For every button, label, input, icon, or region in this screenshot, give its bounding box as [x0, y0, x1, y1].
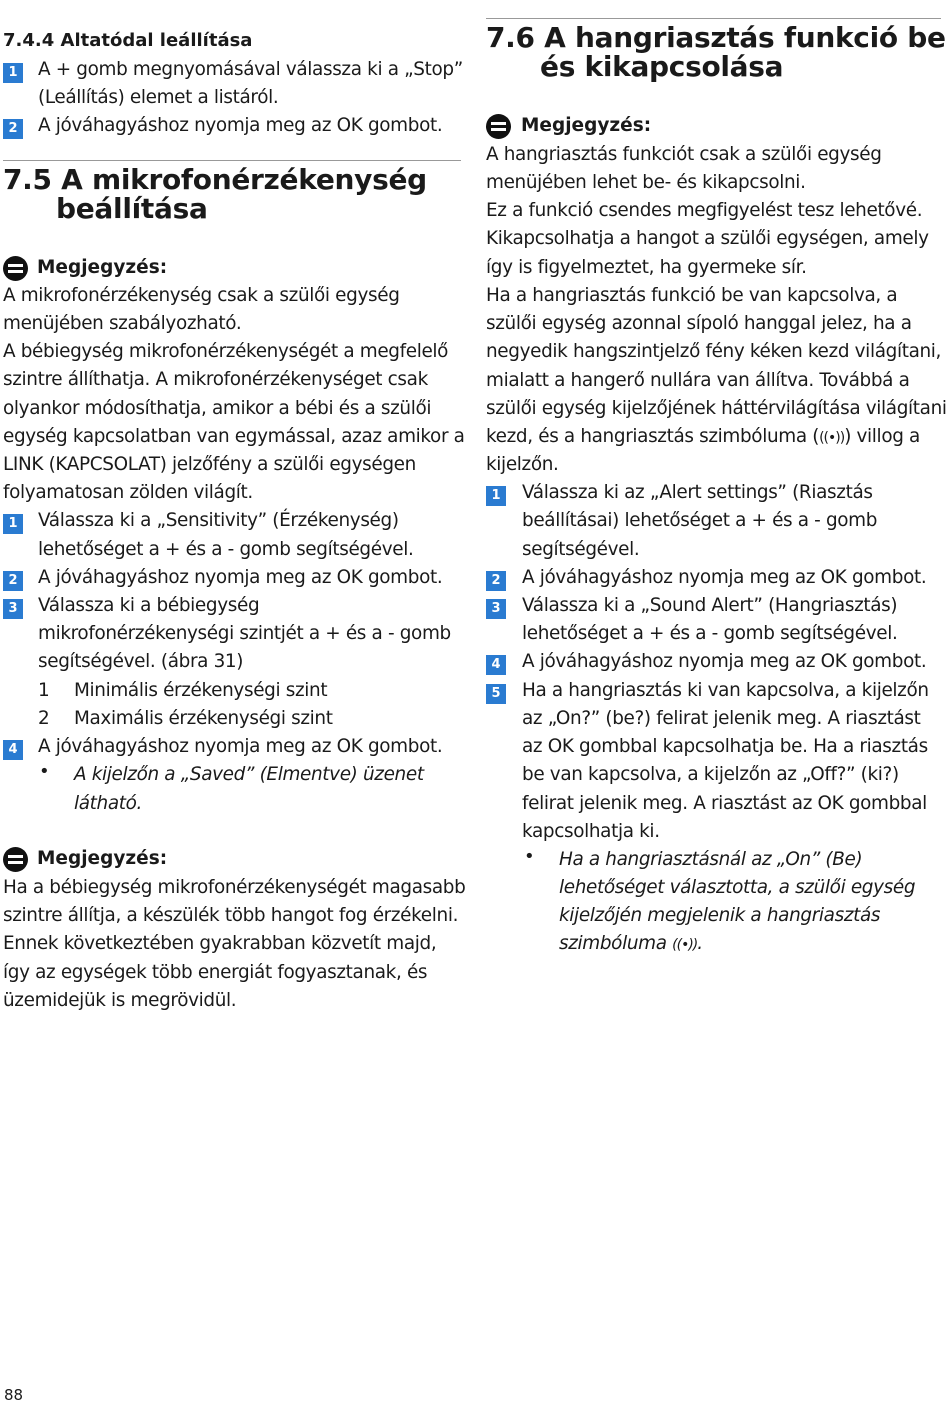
step-text: kapcsolhatja ki. [522, 821, 660, 842]
step-text: (Leállítás) elemet a listáról. [38, 87, 279, 108]
note-line: kezd, és a hangriasztás szimbóluma (((•))) villog a [486, 423, 920, 452]
step-text: A jóváhagyáshoz nyomja meg az OK gombot. [522, 567, 927, 588]
step-number-1: 1 [3, 514, 23, 534]
note-label: Megjegyzés: [521, 115, 652, 136]
step-number-2: 2 [486, 571, 506, 591]
step-text: A + gomb megnyomásával válassza ki a „Stop” [38, 59, 463, 80]
bullet-dot: • [39, 761, 50, 782]
note-icon [3, 847, 28, 872]
step-text: be van kapcsolva, a kijelzőn az „Off?” (ki?) [522, 764, 899, 785]
note-line: szintre állíthatja. A mikrofonérzékenységet csak [3, 369, 428, 390]
note-line: üzemidejük is megrövidül. [3, 990, 237, 1011]
bullet-text: kijelzőjén megjelenik a hangriasztás [559, 905, 881, 926]
section-divider [3, 160, 461, 161]
note-line: egység kapcsolatban van egymással, azaz amikor a [3, 426, 465, 447]
step-text: felirat jelenik meg. A riasztást az OK gombbal [522, 793, 927, 814]
step-text: lehetőséget a + és a - gomb segítségével. [38, 539, 414, 560]
page-number: 88 [4, 1386, 24, 1404]
step-number-3: 3 [486, 599, 506, 619]
note-line: A hangriasztás funkciót csak a szülői egység [486, 144, 882, 165]
step-number-5: 5 [486, 684, 506, 704]
step-number-2: 2 [3, 119, 23, 139]
step-text: A jóváhagyáshoz nyomja meg az OK gombot. [38, 567, 443, 588]
bullet-text: A kijelzőn a „Saved” (Elmentve) üzenet [74, 764, 424, 785]
level-number: 1 [38, 680, 50, 701]
note-line: Ha a bébiegység mikrofonérzékenységét magasabb [3, 877, 466, 898]
note-line: szülői egység azonnal sípoló hanggal jelez, ha a [486, 313, 912, 334]
note-line: mialatt a hangerő nullára van állítva. Továbbá a [486, 370, 910, 391]
note-line: szintre állítja, a készülék több hangot fog érzékelni. [3, 905, 459, 926]
step-text: Válassza ki a „Sound Alert” (Hangriasztás) [522, 595, 898, 616]
step-text: az „On?” (be?) felirat jelenik meg. A riasztást [522, 708, 921, 729]
note-line: menüjében lehet be- és kikapcsolni. [486, 172, 806, 193]
bullet-dot: • [524, 846, 535, 867]
note-line: Ha a hangriasztás funkció be van kapcsolva, a [486, 285, 898, 306]
step-text: segítségével. (ábra 31) [38, 651, 244, 672]
bullet-text: Ha a hangriasztásnál az „On” (Be) [559, 849, 863, 870]
step-number-1: 1 [3, 63, 23, 83]
section-7-5-title-cont: beállítása [56, 192, 208, 225]
step-text: Ha a hangriasztás ki van kapcsolva, a kijelzőn [522, 680, 929, 701]
step-text: A jóváhagyáshoz nyomja meg az OK gombot. [38, 115, 443, 136]
section-7-6-title: 7.6 A hangriasztás funkció be [486, 21, 946, 54]
note-line: negyedik hangszintjelző fény kéken kezd világítani, [486, 341, 942, 362]
note-label: Megjegyzés: [37, 257, 168, 278]
note-line: kijelzőn. [486, 454, 559, 475]
note-line: A mikrofonérzékenység csak a szülői egység [3, 285, 400, 306]
section-divider [486, 18, 941, 19]
note-line: LINK (KAPCSOLAT) jelzőfény a szülői egységen [3, 454, 416, 475]
section-7-6-title-cont: és kikapcsolása [540, 50, 784, 83]
step-number-4: 4 [486, 655, 506, 675]
bullet-text: lehetőséget választotta, a szülői egység [559, 877, 916, 898]
note-icon [3, 256, 28, 281]
note-line: olyankor módosíthatja, amikor a bébi és a szülői [3, 398, 432, 419]
note-line: Kikapcsolhatja a hangot a szülői egységen, amely [486, 228, 929, 249]
bullet-text: látható. [74, 793, 143, 814]
note-line: így is figyelmeztet, ha gyermeke sír. [486, 257, 807, 278]
step-text: A jóváhagyáshoz nyomja meg az OK gombot. [522, 651, 927, 672]
level-text: Minimális érzékenységi szint [74, 680, 328, 701]
sound-alert-icon: ((•)) [819, 430, 845, 446]
step-text: Válassza ki a bébiegység [38, 595, 260, 616]
step-number-4: 4 [3, 740, 23, 760]
note-line: Ez a funkció csendes megfigyelést tesz lehetővé. [486, 200, 923, 221]
sound-alert-icon: ((•)) [672, 937, 698, 953]
step-text: Válassza ki a „Sensitivity” (Érzékenység) [38, 510, 399, 531]
step-number-1: 1 [486, 486, 506, 506]
step-text: A jóváhagyáshoz nyomja meg az OK gombot. [38, 736, 443, 757]
step-number-3: 3 [3, 599, 23, 619]
step-text: az OK gombbal kapcsolhatja be. Ha a riasztás [522, 736, 928, 757]
note-line: A bébiegység mikrofonérzékenységét a megfelelő [3, 341, 449, 362]
step-text: beállításai) lehetőséget a + és a - gomb [522, 510, 878, 531]
note-line: szülői egység kijelzőjének háttérvilágítása világítani [486, 398, 947, 419]
section-7-5-title: 7.5 A mikrofonérzékenység [3, 163, 427, 196]
level-text: Maximális érzékenységi szint [74, 708, 333, 729]
level-number: 2 [38, 708, 50, 729]
step-text: Válassza ki az „Alert settings” (Riasztás [522, 482, 873, 503]
note-label: Megjegyzés: [37, 848, 168, 869]
step-text: mikrofonérzékenységi szintjét a + és a - gomb [38, 623, 451, 644]
step-number-2: 2 [3, 571, 23, 591]
step-text: segítségével. [522, 539, 640, 560]
note-line: így az egységek több energiát fogyasztanak, és [3, 962, 428, 983]
bullet-text: szimbóluma ((•)). [559, 930, 703, 959]
note-line: folyamatosan zölden világít. [3, 482, 253, 503]
section-7-4-4-title: 7.4.4 Altatódal leállítása [3, 30, 253, 51]
note-line: menüjében szabályozható. [3, 313, 242, 334]
note-icon [486, 114, 511, 139]
note-line: Ennek következtében gyakrabban közvetít majd, [3, 933, 437, 954]
step-text: lehetőséget a + és a - gomb segítségével. [522, 623, 898, 644]
